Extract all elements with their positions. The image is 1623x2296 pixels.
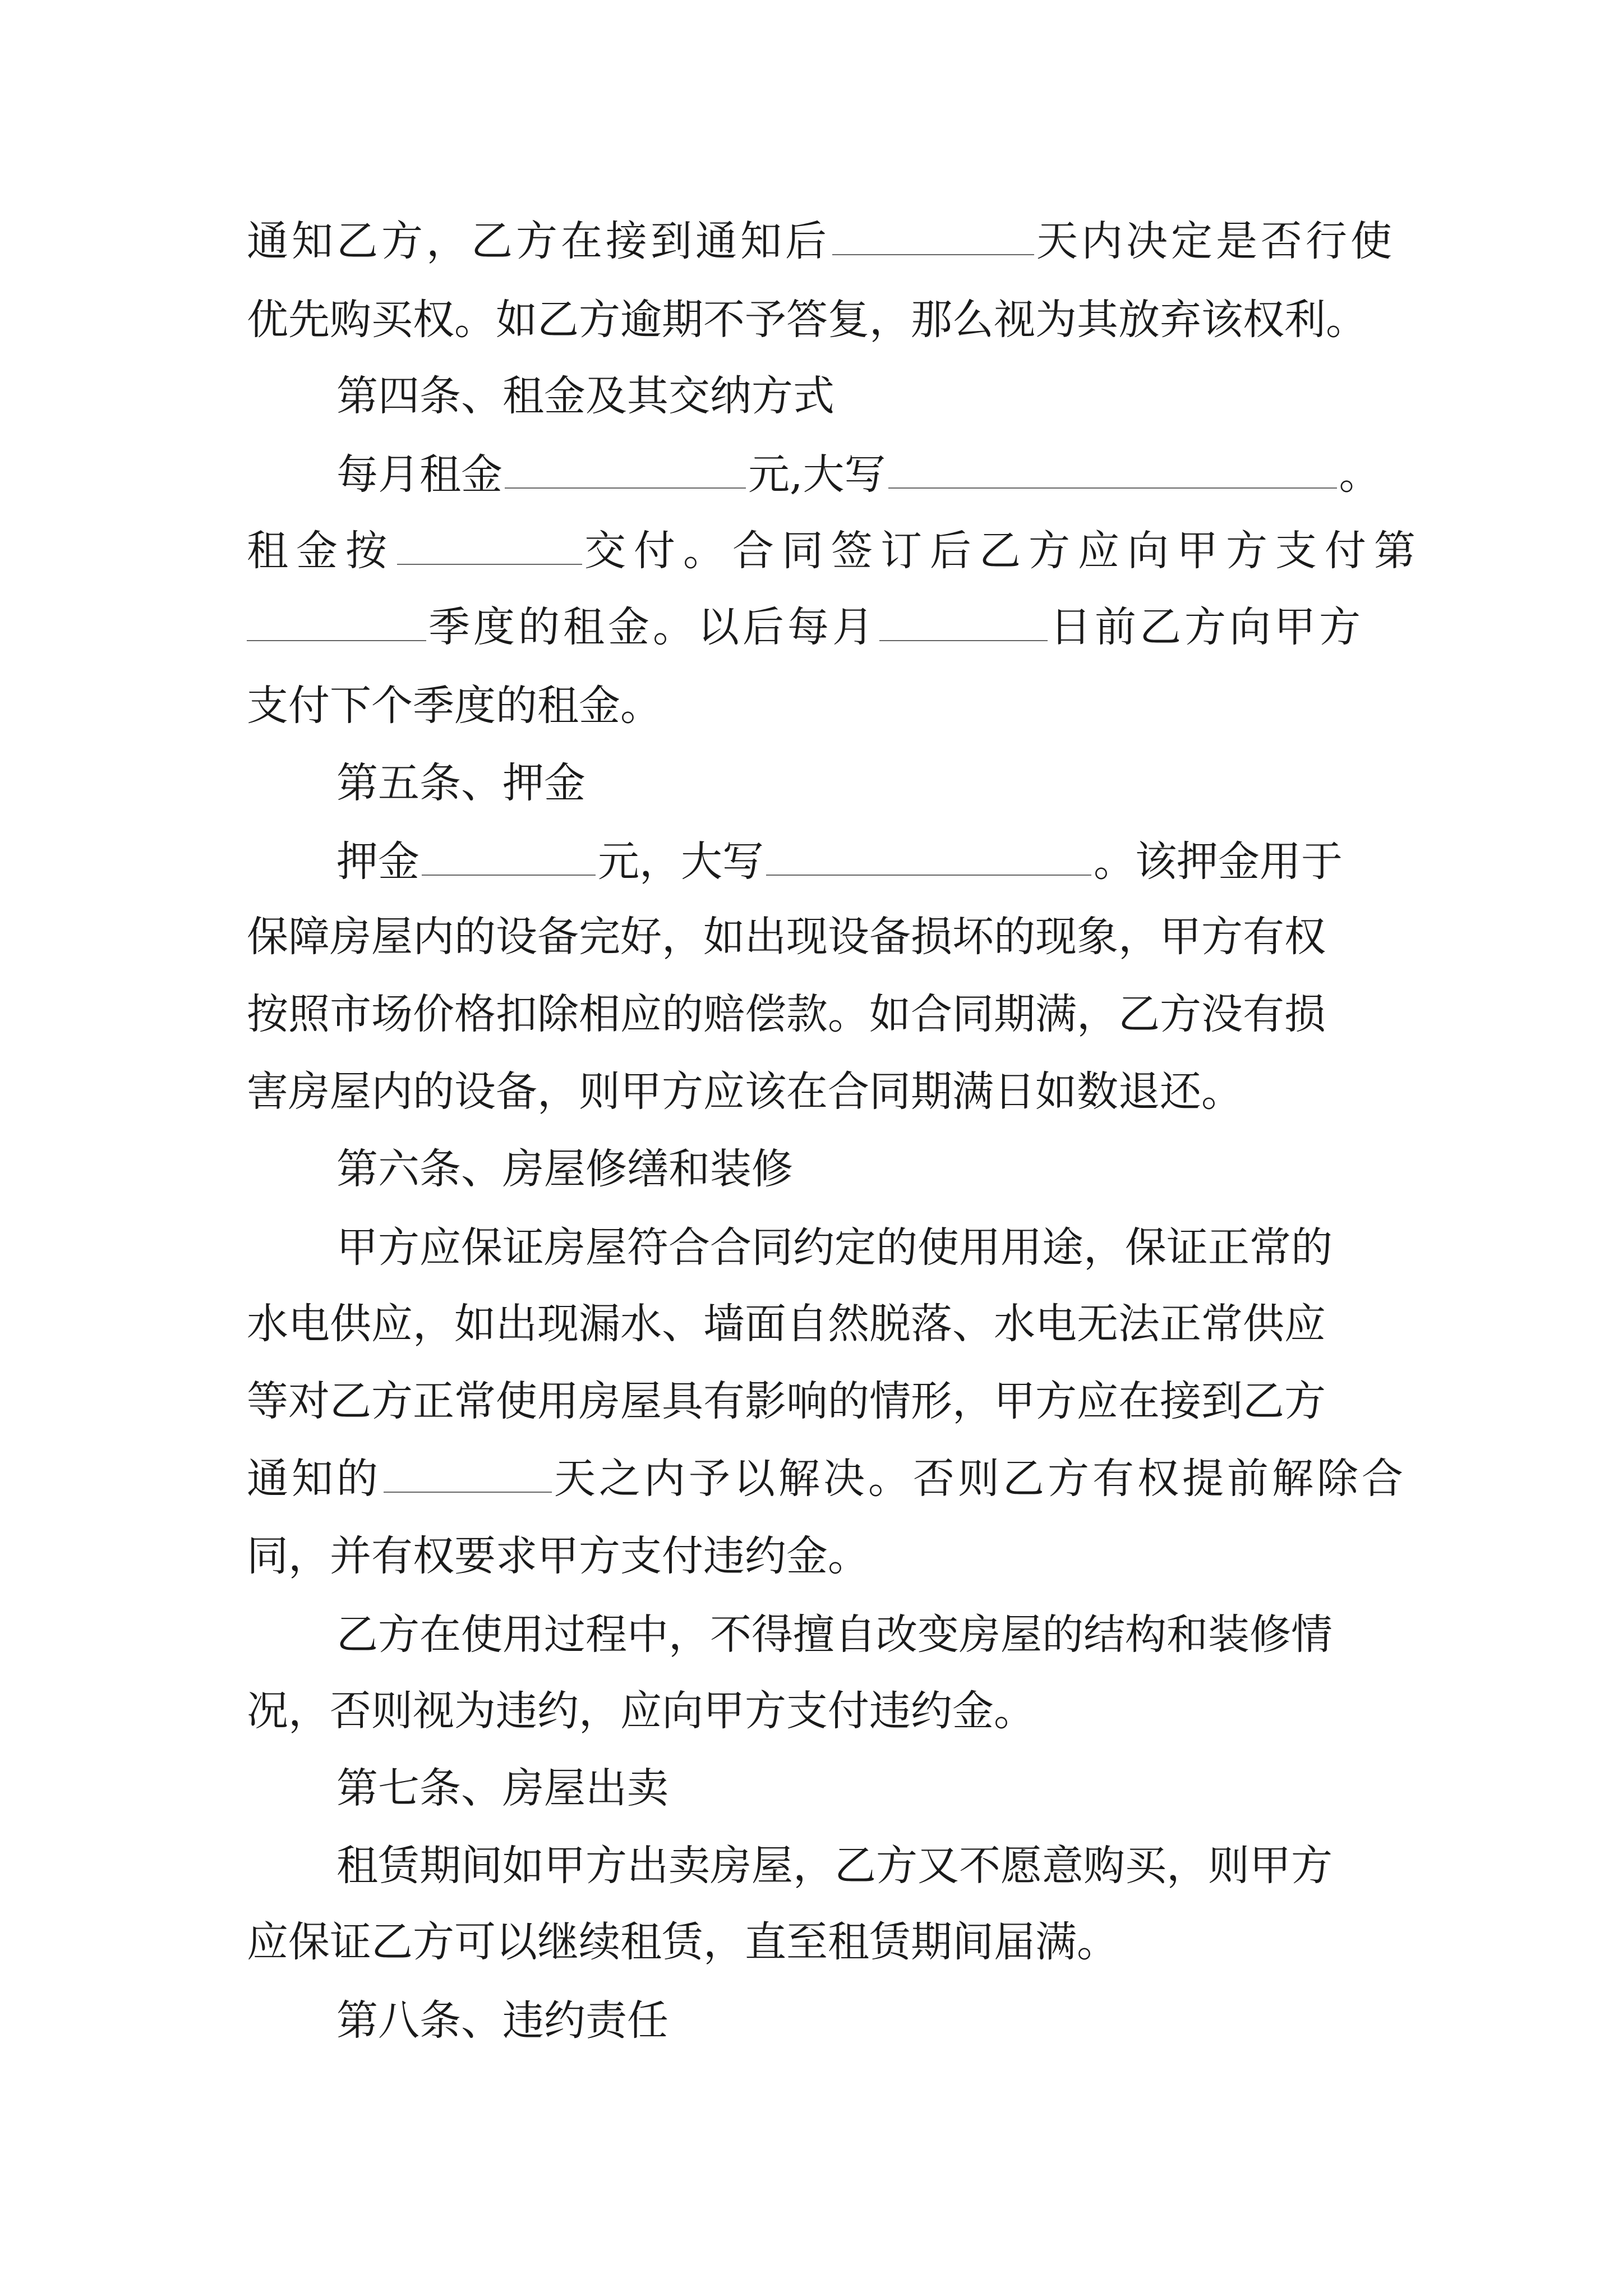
line-text: 交付。合同签订后乙方应向甲方支付第 — [584, 527, 1423, 575]
text-line — [247, 213, 1395, 269]
line-text: 每月租金 — [336, 450, 502, 499]
text-line — [247, 599, 1364, 655]
text-line — [336, 1220, 1332, 1276]
article-heading — [336, 1993, 668, 2049]
heading-text: 第五条、押金 — [336, 759, 585, 807]
line-text: 通知的 — [247, 1455, 381, 1503]
fill-blank — [247, 640, 426, 641]
line-text: 通知乙方，乙方在接到通知后 — [247, 217, 830, 265]
line-text: 等对乙方正常使用房屋具有影响的情形，甲方应在接到乙方 — [247, 1377, 1326, 1425]
line-text: 支付下个季度的租金。 — [247, 682, 662, 730]
line-text: 日前乙方向甲方 — [1050, 603, 1364, 651]
text-line — [247, 909, 1326, 965]
line-text: 按照市场价格扣除相应的赔偿款。如合同期满，乙方没有损 — [247, 990, 1326, 1038]
fill-blank — [888, 487, 1337, 489]
heading-text: 第六条、房屋修缮和装修 — [336, 1145, 793, 1193]
text-line — [247, 1914, 1118, 1970]
line-text: 元,大写 — [748, 450, 886, 499]
heading-text: 第七条、房屋出卖 — [336, 1764, 668, 1812]
line-text: 水电供应，如出现漏水、墙面自然脱落、水电无法正常供应 — [247, 1300, 1326, 1348]
article-heading — [336, 1141, 793, 1197]
fill-blank — [879, 640, 1048, 641]
fill-blank — [397, 564, 582, 565]
article-heading — [336, 755, 585, 811]
line-text: 天之内予以解决。否则乙方有权提前解除合 — [554, 1455, 1407, 1503]
line-text: 同，并有权要求甲方支付违约金。 — [247, 1532, 869, 1580]
line-text: 况，否则视为违约，应向甲方支付违约金。 — [247, 1687, 1035, 1735]
text-line — [336, 834, 1343, 890]
text-line — [336, 447, 1381, 503]
text-line — [247, 1373, 1326, 1429]
text-line — [247, 1528, 869, 1584]
text-line — [247, 292, 1367, 348]
text-line — [247, 523, 1423, 579]
heading-text: 第四条、租金及其交纳方式 — [336, 372, 834, 420]
article-heading — [336, 368, 834, 424]
line-text: 保障房屋内的设备完好，如出现设备损坏的现象，甲方有权 — [247, 913, 1326, 961]
line-text: 应保证乙方可以继续租赁，直至租赁期间届满。 — [247, 1918, 1118, 1966]
text-line — [336, 1838, 1332, 1894]
text-line — [247, 678, 662, 734]
fill-blank — [832, 254, 1034, 255]
line-text: 乙方在使用过程中，不得擅自改变房屋的结构和装修情 — [336, 1611, 1332, 1659]
text-line — [336, 1607, 1332, 1663]
line-text: 季度的租金。以后每月 — [428, 603, 877, 651]
heading-text: 第八条、违约责任 — [336, 1996, 668, 2045]
line-text: 。该押金用于 — [1094, 838, 1343, 886]
line-text: 租赁期间如甲方出卖房屋，乙方又不愿意购买，则甲方 — [336, 1842, 1332, 1890]
fill-blank — [505, 487, 746, 489]
text-line — [247, 986, 1326, 1042]
article-heading — [336, 1760, 668, 1816]
line-text: 甲方应保证房屋符合合同约定的使用用途，保证正常的 — [336, 1223, 1332, 1272]
line-text: 。 — [1339, 450, 1381, 499]
fill-blank — [766, 875, 1091, 876]
text-line — [247, 1296, 1326, 1352]
fill-blank — [384, 1492, 552, 1493]
text-line — [247, 1451, 1407, 1507]
line-text: 租金按 — [247, 527, 395, 575]
line-text: 优先购买权。如乙方逾期不予答复，那么视为其放弃该权利。 — [247, 296, 1367, 344]
text-line — [247, 1683, 1035, 1739]
line-text: 天内决定是否行使 — [1036, 217, 1395, 265]
line-text: 押金 — [336, 838, 419, 886]
line-text: 害房屋内的设备，则甲方应该在合同期满日如数退还。 — [247, 1068, 1243, 1116]
fill-blank — [422, 875, 596, 876]
line-text: 元，大写 — [598, 838, 764, 886]
text-line — [247, 1064, 1243, 1120]
